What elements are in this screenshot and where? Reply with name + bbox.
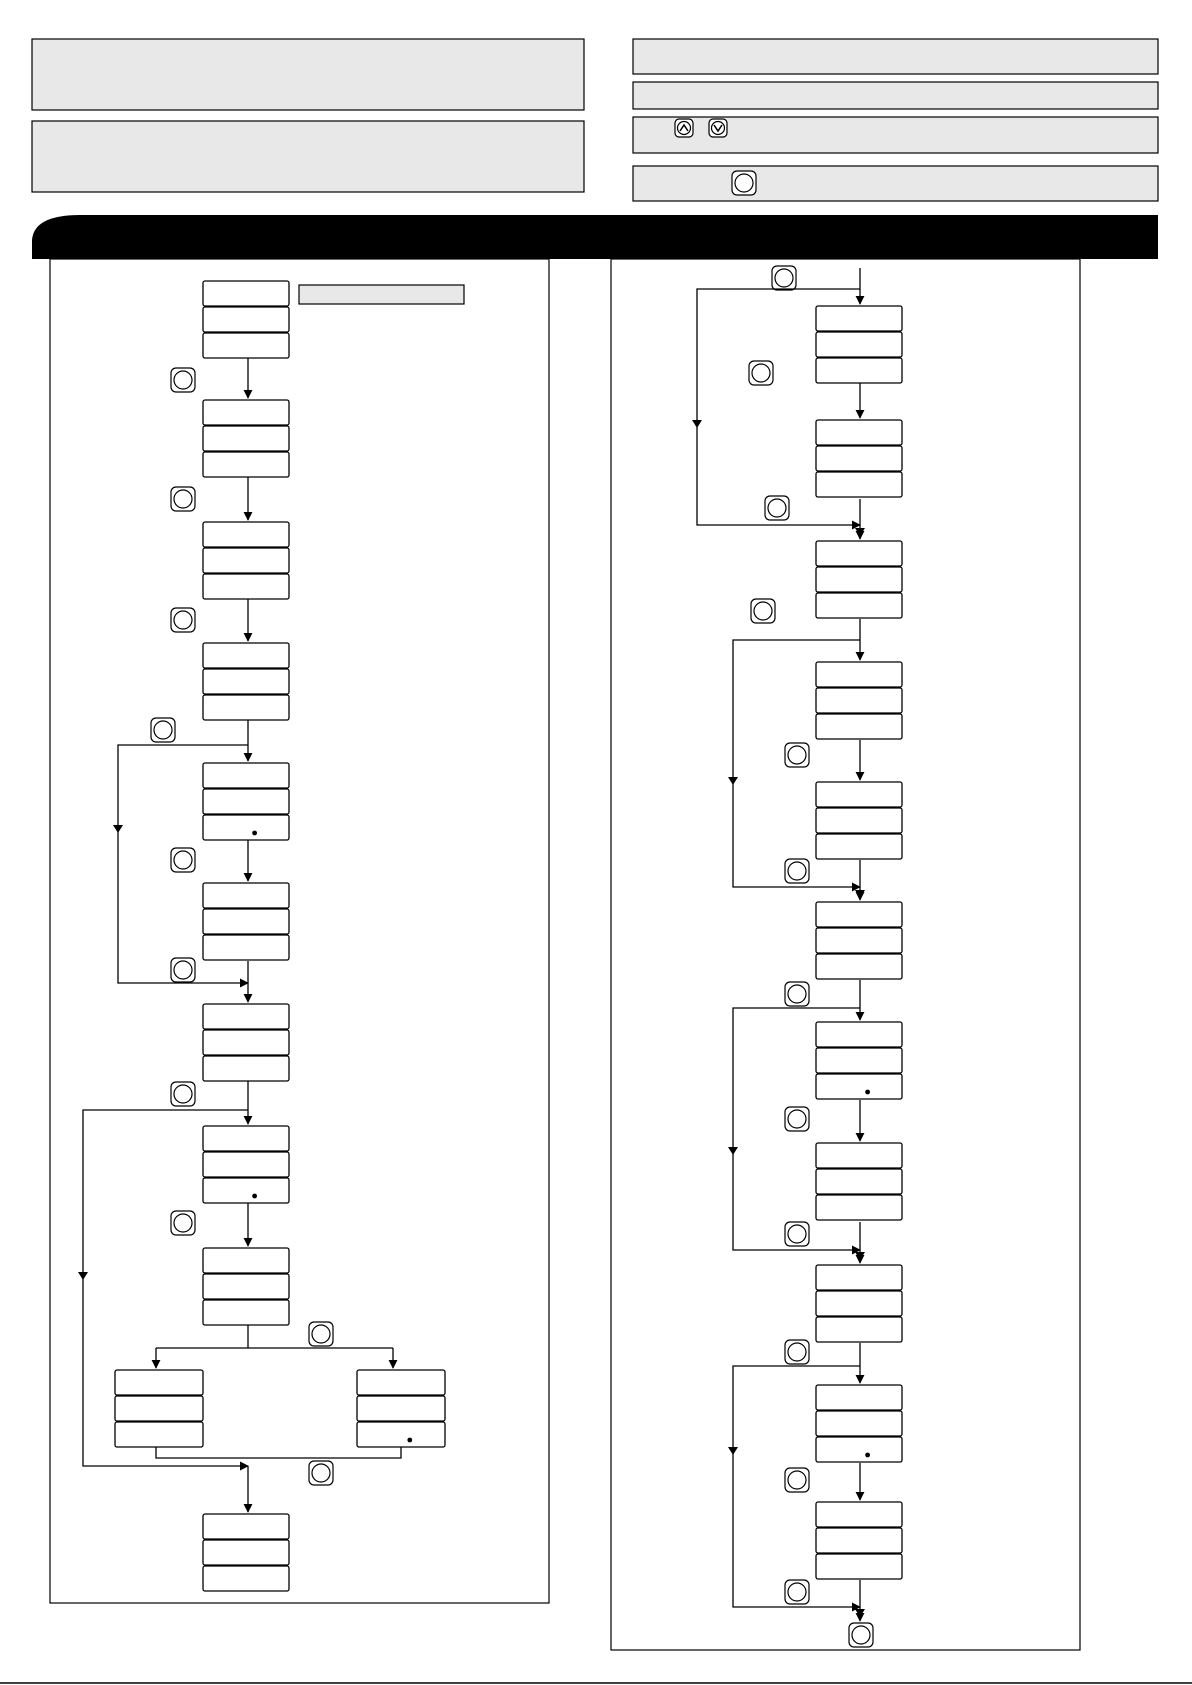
parameter-display-right-1 bbox=[816, 306, 902, 383]
display-segment bbox=[816, 1265, 902, 1290]
enter-button-icon bbox=[171, 608, 195, 632]
display-segment bbox=[203, 1152, 289, 1177]
flow-arrowhead bbox=[855, 1252, 865, 1260]
flow-arrowhead bbox=[78, 1272, 88, 1280]
display-segment bbox=[203, 1004, 289, 1029]
display-segment bbox=[816, 1169, 902, 1194]
display-segment bbox=[816, 808, 902, 833]
display-segment bbox=[203, 333, 289, 358]
decimal-point bbox=[407, 1438, 412, 1443]
display-segment bbox=[203, 1126, 289, 1151]
parameter-display-right-7 bbox=[816, 1022, 902, 1099]
flow-arrowhead bbox=[728, 1147, 738, 1155]
enter-button-icon bbox=[171, 1082, 195, 1106]
display-segment bbox=[816, 1074, 902, 1099]
parameter-display-right-10 bbox=[816, 1385, 902, 1462]
enter-button-icon bbox=[785, 1340, 809, 1364]
display-segment bbox=[115, 1396, 203, 1421]
display-layer bbox=[115, 281, 902, 1591]
display-segment bbox=[816, 567, 902, 592]
enter-button-icon bbox=[151, 718, 175, 742]
header-panel-left-2 bbox=[32, 121, 584, 192]
display-segment bbox=[203, 789, 289, 814]
display-segment bbox=[203, 574, 289, 599]
display-segment bbox=[357, 1370, 445, 1395]
header-panel-left-1 bbox=[32, 39, 584, 110]
display-segment bbox=[203, 1274, 289, 1299]
flow-arrowhead bbox=[855, 1609, 865, 1617]
display-segment bbox=[816, 446, 902, 471]
enter-button-icon bbox=[785, 1468, 809, 1492]
display-segment bbox=[203, 909, 289, 934]
enter-button-icon bbox=[785, 743, 809, 767]
parameter-display-left-9 bbox=[203, 1248, 289, 1325]
enter-button-icon bbox=[171, 958, 195, 982]
enter-button-icon bbox=[171, 487, 195, 511]
flow-arrowhead bbox=[728, 1447, 738, 1455]
display-segment bbox=[816, 928, 902, 953]
decimal-point bbox=[252, 831, 257, 836]
display-segment bbox=[203, 452, 289, 477]
flow-arrowhead bbox=[113, 825, 123, 833]
display-segment bbox=[203, 695, 289, 720]
parameter-display-left-7 bbox=[203, 1004, 289, 1081]
display-segment bbox=[816, 332, 902, 357]
display-segment bbox=[203, 400, 289, 425]
display-segment bbox=[816, 358, 902, 383]
branch-merge bbox=[156, 1447, 401, 1458]
display-segment bbox=[816, 1291, 902, 1316]
enter-key-icon bbox=[732, 171, 756, 195]
display-segment bbox=[203, 935, 289, 960]
display-segment bbox=[115, 1370, 203, 1395]
display-segment bbox=[203, 426, 289, 451]
header-panel-right-1 bbox=[633, 39, 1158, 74]
parameter-display-left-final bbox=[203, 1514, 289, 1591]
display-segment bbox=[816, 1385, 902, 1410]
enter-button-icon bbox=[171, 848, 195, 872]
display-segment bbox=[203, 1178, 289, 1203]
display-segment bbox=[816, 782, 902, 807]
display-segment bbox=[816, 1528, 902, 1553]
display-segment bbox=[203, 883, 289, 908]
display-segment bbox=[816, 714, 902, 739]
display-segment bbox=[203, 281, 289, 306]
header-panel-right-2 bbox=[633, 82, 1158, 109]
display-segment bbox=[203, 1540, 289, 1565]
display-segment bbox=[203, 1030, 289, 1055]
parameter-display-right-9 bbox=[816, 1265, 902, 1342]
enter-button-icon bbox=[849, 1623, 873, 1647]
decimal-point bbox=[865, 1453, 870, 1458]
display-segment bbox=[115, 1422, 203, 1447]
display-segment bbox=[203, 643, 289, 668]
flow-arrowhead bbox=[855, 890, 865, 898]
display-segment bbox=[203, 1300, 289, 1325]
enter-button-icon bbox=[309, 1461, 333, 1485]
enter-button-icon bbox=[765, 496, 789, 520]
display-segment bbox=[816, 420, 902, 445]
parameter-display-right-6 bbox=[816, 902, 902, 979]
display-segment bbox=[203, 548, 289, 573]
enter-button-icon bbox=[772, 266, 796, 290]
display-segment bbox=[203, 307, 289, 332]
display-segment bbox=[203, 669, 289, 694]
section-banner bbox=[32, 215, 1158, 259]
display-segment bbox=[203, 522, 289, 547]
display-segment bbox=[203, 1566, 289, 1591]
parameter-display-left-5 bbox=[203, 763, 289, 840]
display-segment bbox=[816, 1411, 902, 1436]
flow-arrowhead bbox=[728, 777, 738, 785]
enter-button-icon bbox=[751, 599, 775, 623]
enter-button-icon bbox=[785, 1580, 809, 1604]
flow-arrowhead bbox=[692, 420, 702, 428]
display-segment bbox=[816, 1048, 902, 1073]
display-segment bbox=[816, 593, 902, 618]
display-segment bbox=[816, 306, 902, 331]
display-segment bbox=[816, 1317, 902, 1342]
parameter-display-right-4 bbox=[816, 662, 902, 739]
display-segment bbox=[816, 472, 902, 497]
parameter-display-branch-a bbox=[115, 1370, 203, 1447]
display-segment bbox=[816, 541, 902, 566]
display-segment bbox=[816, 1502, 902, 1527]
enter-button-icon bbox=[309, 1322, 333, 1346]
enter-button-icon bbox=[785, 1107, 809, 1131]
parameter-display-left-1 bbox=[203, 281, 289, 358]
enter-button-icon bbox=[171, 368, 195, 392]
parameter-display-right-8 bbox=[816, 1143, 902, 1220]
display-segment bbox=[203, 1514, 289, 1539]
header-panel-right-4 bbox=[633, 166, 1158, 201]
display-segment bbox=[357, 1396, 445, 1421]
down-arrow-icon bbox=[709, 119, 727, 137]
display-segment bbox=[816, 834, 902, 859]
display-segment bbox=[816, 1554, 902, 1579]
decimal-point bbox=[865, 1090, 870, 1095]
display-segment bbox=[816, 1195, 902, 1220]
parameter-display-right-3 bbox=[816, 541, 902, 618]
parameter-display-right-11 bbox=[816, 1502, 902, 1579]
display-segment bbox=[203, 763, 289, 788]
parameter-display-left-4 bbox=[203, 643, 289, 720]
display-segment bbox=[816, 688, 902, 713]
parameter-display-right-2 bbox=[816, 420, 902, 497]
enter-button-icon bbox=[171, 1211, 195, 1235]
display-segment bbox=[357, 1422, 445, 1447]
parameter-display-branch-b bbox=[357, 1370, 445, 1447]
display-segment bbox=[816, 1022, 902, 1047]
flow-arrowhead bbox=[855, 528, 865, 536]
display-segment bbox=[816, 1143, 902, 1168]
display-segment bbox=[816, 902, 902, 927]
display-segment bbox=[203, 1056, 289, 1081]
up-arrow-icon bbox=[675, 119, 693, 137]
parameter-display-left-6 bbox=[203, 883, 289, 960]
display-segment bbox=[203, 1248, 289, 1273]
parameter-display-right-5 bbox=[816, 782, 902, 859]
display-segment bbox=[203, 815, 289, 840]
enter-button-icon bbox=[785, 1222, 809, 1246]
display-segment bbox=[816, 662, 902, 687]
decimal-point bbox=[252, 1194, 257, 1199]
parameter-display-left-2 bbox=[203, 400, 289, 477]
enter-button-icon bbox=[785, 859, 809, 883]
display-segment bbox=[816, 1437, 902, 1462]
label-box bbox=[299, 285, 464, 304]
parameter-display-left-8 bbox=[203, 1126, 289, 1203]
enter-button-icon bbox=[785, 982, 809, 1006]
enter-button-icon bbox=[749, 361, 773, 385]
display-segment bbox=[816, 954, 902, 979]
parameter-display-left-3 bbox=[203, 522, 289, 599]
